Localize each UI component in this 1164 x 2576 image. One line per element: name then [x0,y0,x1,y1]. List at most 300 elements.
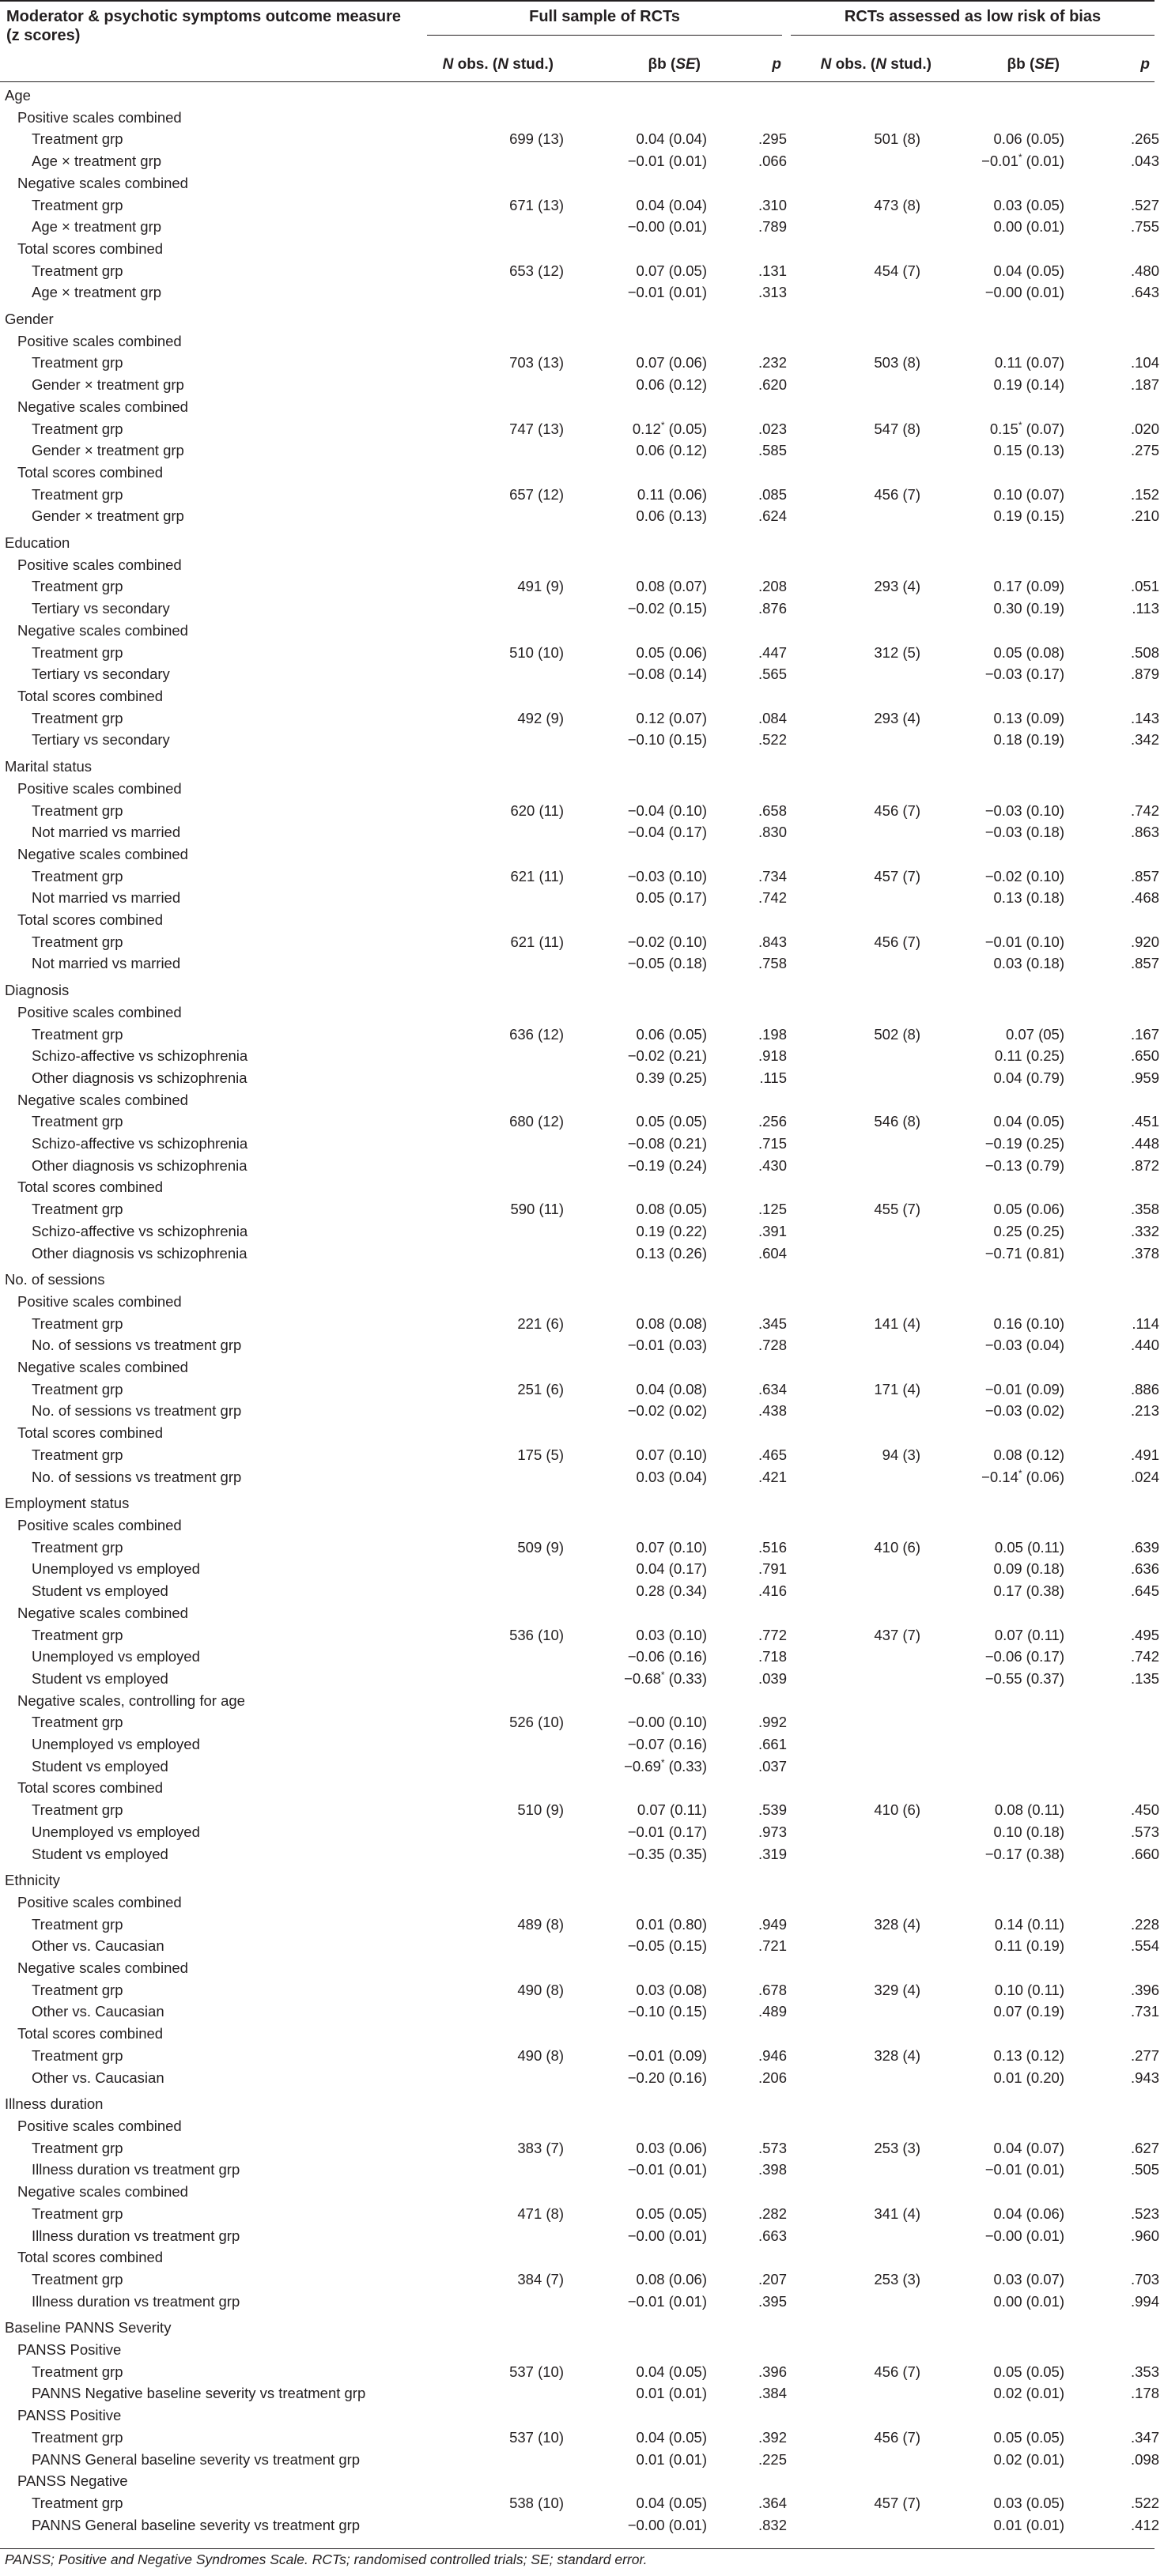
p-value-full [707,2088,787,2115]
n-obs-low [787,374,920,396]
p-header-full: p [772,56,781,73]
outcome-subheading-row [0,1514,1164,1537]
n-obs-low [787,527,920,554]
beta-se-full [564,1602,707,1624]
n-obs-low [787,2088,920,2115]
p-value-low: .627 [1130,2139,1159,2156]
n-obs-full: 621 (11) [510,933,564,950]
n-obs-full [432,1514,564,1537]
table-row [0,729,1164,751]
p-value-low: .742 [1130,1648,1159,1665]
p-value-low: .358 [1130,1201,1159,1218]
n-obs-low [787,2225,920,2247]
row-label: Other vs. Caucasian [32,2003,164,2020]
p-value-full: .992 [758,1714,787,1731]
beta-se-full: −0.06 (0.16) [627,1648,707,1665]
p-value-full: .585 [758,442,787,459]
p-value-full: .620 [758,376,787,394]
beta-se-full: −0.07 (0.16) [627,1736,707,1753]
p-value-full [707,85,787,107]
n-obs-header-low: N obs. (N stud.) [820,56,932,73]
n-obs-full: 620 (11) [510,801,564,819]
p-value-full: .310 [758,196,787,213]
table-row [0,1133,1164,1155]
beta-se-full: −0.08 (0.21) [627,1135,707,1152]
row-label: Negative scales combined [17,2183,188,2201]
p-value-full: .715 [758,1135,787,1152]
outcome-subheading-row [0,1176,1164,1198]
beta-se-full [564,1089,707,1111]
n-obs-full [432,1155,564,1177]
p-value-low [1064,1176,1164,1198]
row-label: Employment status [5,1495,130,1512]
row-label: PANNS General baseline severity vs treatment grp [32,2450,361,2468]
p-value-full: .208 [758,578,787,595]
p-value-low: .210 [1130,507,1159,525]
beta-se-low: 0.04 (0.07) [993,2139,1064,2156]
n-obs-full: 747 (13) [509,420,564,437]
p-value-full: .295 [758,130,787,148]
n-obs-low [787,330,920,353]
p-value-full [707,396,787,418]
row-label: Student vs employed [32,1669,168,1687]
p-value-low: .113 [1132,600,1159,617]
row-label: Other diagnosis vs schizophrenia [32,1069,248,1086]
n-obs-full: 489 (8) [517,1915,564,1933]
p-value-full: .718 [758,1648,787,1665]
beta-se-low: 0.06 (0.05) [993,130,1064,148]
p-value-full [707,1865,787,1891]
row-label: Marital status [5,758,93,775]
p-value-full: .721 [758,1937,787,1955]
p-value-full [707,304,787,330]
n-obs-low [787,2449,920,2471]
beta-se-full [564,2404,707,2427]
table-row [0,1821,1164,1843]
outcome-subheading-row [0,620,1164,642]
beta-se-full [564,527,707,554]
table-row [0,352,1164,374]
beta-se-full [564,107,707,129]
table-row [0,2514,1164,2536]
row-label: Gender × treatment grp [32,442,184,459]
p-value-full: .398 [758,2161,787,2178]
p-value-low: .645 [1130,1582,1159,1600]
table-row [0,642,1164,664]
n-obs-full [432,238,564,260]
table-row [0,1111,1164,1133]
n-obs-full [432,396,564,418]
p-value-full [707,1291,787,1313]
p-value-low: .051 [1130,578,1159,595]
n-obs-full: 510 (10) [509,643,564,661]
beta-se-full [564,2339,707,2361]
outcome-subheading-row [0,1291,1164,1313]
row-label: Schizo-affective vs schizophrenia [32,1135,248,1152]
n-obs-full [432,505,564,527]
beta-se-full: 0.04 (0.05) [636,2428,707,2446]
p-value-low [1064,462,1164,484]
n-obs-low: 547 (8) [874,420,920,437]
beta-se-low: 0.13 (0.12) [993,2046,1064,2064]
p-value-full [707,1690,787,1712]
n-obs-full [432,2291,564,2313]
p-header-low: p [1140,56,1150,73]
moderator-heading-row [0,975,1164,1001]
beta-se-full: −0.00 (0.10) [627,1714,707,1731]
p-value-full [707,527,787,554]
row-label: Treatment grp [32,354,123,372]
n-obs-full [432,374,564,396]
beta-se-low: 0.09 (0.18) [993,1560,1064,1578]
beta-se-full [564,2181,707,2203]
beta-se-low: 0.19 (0.14) [993,376,1064,394]
beta-se-full: −0.01 (0.01) [627,2161,707,2178]
p-value-low [1064,172,1164,194]
p-value-low: .043 [1130,153,1159,170]
p-value-full: .843 [758,933,787,950]
p-value-full [707,1777,787,1799]
beta-se-low: −0.03 (0.17) [984,666,1064,683]
p-value-low: .703 [1130,2270,1159,2287]
table-row [0,663,1164,685]
p-value-low [1064,2470,1164,2492]
beta-se-full: −0.10 (0.15) [627,2003,707,2020]
n-obs-full [432,843,564,866]
beta-se-low [920,1733,1064,1756]
table-row [0,281,1164,304]
row-label: Treatment grp [32,1201,123,1218]
beta-se-low: −0.00 (0.01) [984,2227,1064,2244]
beta-se-full: 0.08 (0.05) [636,1201,707,1218]
beta-se-low [920,1488,1064,1514]
row-label: Other vs. Caucasian [32,2069,164,2086]
beta-se-low: 0.03 (0.18) [993,955,1064,972]
beta-se-full: −0.02 (0.02) [627,1402,707,1420]
table-row [0,216,1164,238]
n-obs-full [432,685,564,707]
n-obs-low [787,1400,920,1422]
beta-se-low: 0.04 (0.05) [993,262,1064,279]
p-value-full: .742 [758,889,787,907]
n-obs-full: 509 (9) [517,1538,564,1556]
beta-se-full [564,1514,707,1537]
beta-se-low [920,2246,1064,2269]
row-label: PANNS General baseline severity vs treatment grp [32,2516,361,2533]
row-label: Treatment grp [32,1801,123,1819]
n-obs-low: 501 (8) [874,130,920,148]
n-obs-full [432,1733,564,1756]
table-row [0,1979,1164,2001]
beta-se-full: 0.04 (0.04) [636,130,707,148]
n-obs-low: 546 (8) [874,1113,920,1130]
significance-marker: * [1018,419,1022,431]
table-row [0,1843,1164,1865]
n-obs-full [432,1356,564,1379]
table-row [0,866,1164,888]
n-obs-full: 492 (9) [517,709,564,726]
table-row [0,1334,1164,1356]
beta-se-low [920,1602,1064,1624]
p-value-low: .178 [1130,2385,1159,2402]
table-row [0,2269,1164,2291]
row-label: Positive scales combined [17,332,182,349]
n-obs-low [787,1466,920,1488]
row-label: Unemployed vs employed [32,1560,200,1578]
beta-se-full: 0.01 (0.01) [636,2385,707,2402]
significance-marker: * [1018,151,1022,163]
n-obs-full: 490 (8) [517,2046,564,2064]
beta-se-full [564,2115,707,2137]
n-obs-full [432,1334,564,1356]
n-obs-full: 384 (7) [517,2270,564,2287]
p-value-full: .758 [758,955,787,972]
beta-se-low: 0.16 (0.10) [993,1314,1064,1332]
n-obs-full [432,554,564,576]
beta-se-low: −0.71 (0.81) [984,1244,1064,1262]
n-obs-low: 341 (4) [874,2204,920,2222]
beta-se-low [920,778,1064,800]
row-label: Negative scales combined [17,1091,188,1108]
p-value-full [707,2312,787,2339]
n-obs-full: 653 (12) [509,262,564,279]
p-value-full [707,1001,787,1024]
p-value-low [1064,975,1164,1001]
moderator-heading-row [0,85,1164,107]
n-obs-low: 328 (4) [874,1915,920,1933]
p-value-low [1064,909,1164,931]
beta-se-low: 0.01 (0.01) [993,2516,1064,2533]
beta-se-full: 0.12* (0.05) [632,419,707,437]
n-obs-low [787,439,920,462]
row-label: Negative scales combined [17,1359,188,1376]
beta-se-full [564,1176,707,1198]
beta-se-full: 0.05 (0.05) [636,2204,707,2222]
outcome-subheading-row [0,330,1164,353]
n-obs-low: 473 (8) [874,196,920,213]
n-obs-low [787,821,920,843]
p-value-full [707,1602,787,1624]
n-obs-full [432,975,564,1001]
beta-se-low: 0.04 (0.05) [993,1113,1064,1130]
beta-se-low: 0.05 (0.06) [993,1201,1064,1218]
beta-se-full: 0.07 (0.11) [637,1801,707,1819]
n-obs-low [787,554,920,576]
beta-se-low: −0.03 (0.18) [984,824,1064,841]
p-value-full [707,2181,787,2203]
p-value-full: .313 [758,284,787,301]
p-value-low: .277 [1130,2046,1159,2064]
p-value-low: .959 [1130,1069,1159,1086]
beta-se-full: −0.69* (0.33) [624,1756,707,1775]
p-value-low: .152 [1130,485,1159,503]
beta-se-full: −0.00 (0.01) [627,218,707,236]
n-obs-low [787,1356,920,1379]
n-obs-low: 455 (7) [874,1201,920,1218]
results-table [0,85,1164,2536]
table-row [0,1799,1164,1821]
p-value-full: .232 [758,354,787,372]
n-obs-low [787,778,920,800]
row-label: Negative scales combined [17,1959,188,1977]
n-obs-full [432,2312,564,2339]
beta-se-low: 0.05 (0.05) [993,2363,1064,2380]
p-value-full: .421 [758,1468,787,1485]
n-obs-low [787,2382,920,2404]
n-obs-low [787,598,920,620]
n-obs-full [432,85,564,107]
row-label: Gender [5,311,54,328]
p-value-low: .636 [1130,1560,1159,1578]
table-row [0,374,1164,396]
beta-se-low [920,1865,1064,1891]
beta-se-low: 0.04 (0.06) [993,2204,1064,2222]
low-risk-underline [791,35,1155,36]
bottom-rule [0,2548,1155,2549]
p-value-full [707,2470,787,2492]
n-obs-full [432,1580,564,1602]
p-value-full [707,1176,787,1198]
p-value-full [707,909,787,931]
n-obs-low: 454 (7) [874,262,920,279]
table-row [0,1580,1164,1602]
beta-se-low [920,330,1064,353]
outcome-subheading-row [0,685,1164,707]
row-label: Total scores combined [17,2249,164,2266]
p-value-full: .565 [758,666,787,683]
beta-se-low: 0.11 (0.25) [994,1047,1064,1065]
table-row [0,439,1164,462]
p-value-full: .438 [758,1402,787,1420]
beta-se-full: 0.04 (0.05) [636,2494,707,2511]
beta-se-full: −0.04 (0.10) [627,801,707,819]
beta-se-full: −0.01 (0.01) [627,284,707,301]
p-value-low: .731 [1130,2003,1159,2020]
beta-se-low: −0.55 (0.37) [984,1669,1064,1687]
beta-se-full: 0.04 (0.05) [636,2363,707,2380]
beta-header-full: βb (SE) [648,56,701,73]
beta-se-low [920,751,1064,778]
row-label: Illness duration vs treatment grp [32,2227,240,2244]
n-obs-full: 590 (11) [510,1201,564,1218]
row-label: Total scores combined [17,2025,164,2042]
p-value-full: .830 [758,824,787,841]
beta-se-full: 0.07 (0.10) [636,1538,707,1556]
n-obs-full [432,1220,564,1243]
n-obs-low [787,1646,920,1668]
table-row [0,1537,1164,1559]
p-value-full [707,554,787,576]
beta-se-low: 0.03 (0.05) [993,196,1064,213]
n-obs-full [432,281,564,304]
p-value-low: .213 [1130,1402,1159,1420]
p-value-full: .256 [758,1113,787,1130]
table-row [0,1668,1164,1690]
beta-se-full [564,1001,707,1024]
n-obs-low [787,281,920,304]
p-value-low: .863 [1130,824,1159,841]
outcome-subheading-row [0,554,1164,576]
beta-se-low: 0.19 (0.15) [993,507,1064,525]
p-value-low: .114 [1132,1314,1159,1332]
p-value-low: .448 [1130,1135,1159,1152]
n-obs-low [787,2246,920,2269]
p-value-low: .742 [1130,801,1159,819]
p-value-low: .857 [1130,955,1159,972]
beta-se-full: 0.08 (0.06) [636,2270,707,2287]
p-value-low [1064,2339,1164,2361]
row-label: Illness duration [5,2095,104,2113]
n-obs-full [432,952,564,975]
row-label: Age × treatment grp [32,218,162,236]
beta-header-low: βb (SE) [1007,56,1060,73]
table-row [0,1733,1164,1756]
p-value-low [1064,1865,1164,1891]
n-obs-full [432,1001,564,1024]
beta-se-full [564,2312,707,2339]
table-row [0,1914,1164,1936]
beta-se-low [920,1291,1064,1313]
p-value-low [1064,1777,1164,1799]
p-value-low [1064,1711,1164,1733]
p-value-low: .342 [1130,731,1159,749]
beta-se-full [564,2246,707,2269]
n-obs-low [787,1558,920,1580]
header-rule [0,81,1155,82]
moderator-heading-row [0,1264,1164,1291]
n-obs-low: 456 (7) [874,801,920,819]
p-value-low: .523 [1130,2204,1159,2222]
beta-se-low [920,1176,1064,1198]
beta-se-full: 0.06 (0.12) [636,376,707,394]
beta-se-full: 0.11 (0.06) [637,485,707,503]
outcome-subheading-row [0,396,1164,418]
p-value-low [1064,2181,1164,2203]
table-row [0,575,1164,598]
n-obs-full: 680 (12) [509,1113,564,1130]
beta-se-full [564,1488,707,1514]
n-obs-full [432,2339,564,2361]
n-obs-low [787,2470,920,2492]
beta-se-low [920,527,1064,554]
p-value-low [1064,1602,1164,1624]
table-row [0,1624,1164,1646]
beta-se-low: −0.03 (0.02) [984,1402,1064,1420]
n-obs-full [432,2001,564,2023]
n-obs-full [432,751,564,778]
p-value-low: .135 [1130,1669,1159,1687]
beta-se-low: 0.30 (0.19) [993,600,1064,617]
n-obs-full [432,172,564,194]
significance-marker: * [660,419,665,431]
n-obs-low: 502 (8) [874,1025,920,1043]
table-row [0,1935,1164,1957]
n-obs-low [787,1264,920,1291]
beta-se-low: −0.19 (0.25) [984,1135,1064,1152]
row-label: Positive scales combined [17,556,182,573]
beta-se-full [564,685,707,707]
beta-se-full: 0.03 (0.04) [636,1468,707,1485]
row-label: PANSS Positive [17,2341,122,2359]
n-obs-low: 293 (4) [874,578,920,595]
n-obs-low [787,1067,920,1089]
row-label: PANSS Positive [17,2407,122,2424]
beta-se-low: −0.01 (0.10) [984,933,1064,950]
p-value-low: .573 [1130,1823,1159,1840]
p-value-full: .282 [758,2204,787,2222]
n-obs-low [787,1089,920,1111]
n-obs-low [787,216,920,238]
